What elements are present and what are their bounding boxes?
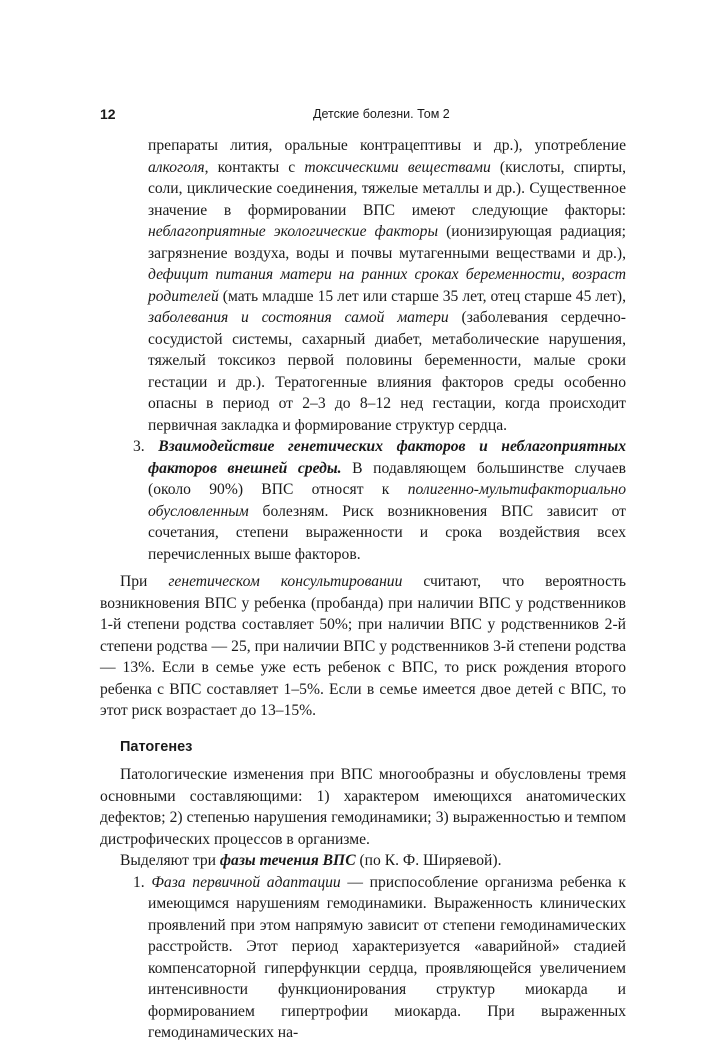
text-run: (кислоты, спирты, соли, циклические соединения, тяжелые металлы и др.). Существенное значение в формировании ВПС имеют следующие факторы: bbox=[148, 158, 626, 219]
text-run: 1. bbox=[133, 873, 152, 891]
section-heading: Патогенез bbox=[120, 738, 193, 755]
emphasis-run: Фаза первичной адаптации bbox=[151, 873, 341, 891]
text-run: болезням. Риск возникновения ВПС зависит от сочетания, степени выраженности и срока воздействия всех перечисленных выше факторов. bbox=[148, 502, 626, 563]
paragraph-genetic-counseling bbox=[100, 571, 626, 722]
text-run: , контакты с bbox=[204, 158, 305, 176]
emphasis-run: токсическими веществами bbox=[304, 158, 491, 176]
emphasis-run: полигенно-мультифакториально обусловленным bbox=[148, 481, 626, 520]
emphasis-run: дефицит питания матери на ранних сроках беременности, возраст родителей bbox=[148, 266, 626, 305]
paragraph-phases bbox=[100, 850, 626, 872]
strong-emphasis-run: Взаимодействие генетических факторов и неблагоприятных факторов внешней среды. bbox=[148, 438, 626, 477]
text-run: препараты лития, оральные контрацептивы и др.), употребление bbox=[148, 137, 626, 154]
text-run: (по К. Ф. Ширяевой). bbox=[355, 852, 502, 869]
list-item-1 bbox=[100, 872, 626, 1044]
emphasis-run: генетическом консультировании bbox=[168, 573, 403, 590]
list-item-3 bbox=[100, 436, 626, 565]
text-run: считают, что вероятность возникновения ВПС у ребенка (пробанда) при наличии ВПС у родственников 1-й степени родства составляет 50%; при наличии ВПС у родственников 2-й степени родства — 25, при наличии ВПС у родственников 3-й степени родства — 13%. Если в семье уже есть ребенок с ВПС, то риск рождения второго ребенка с ВПС составляет 1–5%. Если в семье имеется двое детей с ВПС, то этот риск возрастает до 13–15%. bbox=[100, 573, 626, 719]
paragraph-pathogenesis bbox=[100, 764, 626, 850]
text-run: (мать младше 15 лет или старше 35 лет, отец старше 45 лет), bbox=[218, 287, 626, 305]
page-number: 12 bbox=[100, 106, 116, 122]
emphasis-run: заболевания и состояния самой матери bbox=[148, 309, 449, 326]
running-title: Детские болезни. Том 2 bbox=[313, 107, 450, 121]
text-run: (ионизирующая радиация; загрязнение воздуха, воды и почвы мутагенными веществами и др.), bbox=[148, 223, 626, 262]
strong-emphasis-run: фазы течения ВПС bbox=[219, 852, 356, 869]
emphasis-run: алкоголя bbox=[148, 158, 205, 176]
text-run: — приспособление организма ребенка к имеющимся нарушениям гемодинамики. Выраженность клинических проявлений при этом напрямую зависит от степени гемодинамических расстройств. Этот период характеризуется «аварийной» стадией компенсаторной гиперфункции сердца, проявляющейся увеличением интенсивности функционирования структур миокарда и формированием гипертрофии миокарда. При выраженных гемодинамических на- bbox=[148, 873, 626, 1041]
text-run: При bbox=[120, 573, 169, 590]
paragraph-continued bbox=[100, 135, 626, 436]
text-run: Выделяют три bbox=[120, 852, 220, 869]
text-run: В подавляющем большинстве случаев (около 90%) ВПС относят к bbox=[148, 459, 626, 498]
page-header bbox=[100, 106, 626, 126]
emphasis-run: неблагоприятные экологические факторы bbox=[148, 223, 438, 240]
text-run: Патологические изменения при ВПС многообразны и обусловлены тремя основными составляющими: 1) характером имеющихся анатомических дефектов; 2) степенью нарушения гемодинамики; 3) выраженностью и темпом дистрофических процессов в организме. bbox=[100, 766, 626, 848]
text-run: (заболевания сердечно-сосудистой системы, сахарный диабет, метаболические нарушения, тяжелый токсикоз первой половины беременности, малые сроки гестации и др.). Тератогенные влияния факторов среды особенно опасны в период от 2–3 до 8–12 нед гестации, когда происходит первичная закладка и формирование структур сердца. bbox=[148, 309, 626, 434]
page-body bbox=[100, 135, 626, 1044]
text-run: 3. bbox=[133, 438, 159, 455]
